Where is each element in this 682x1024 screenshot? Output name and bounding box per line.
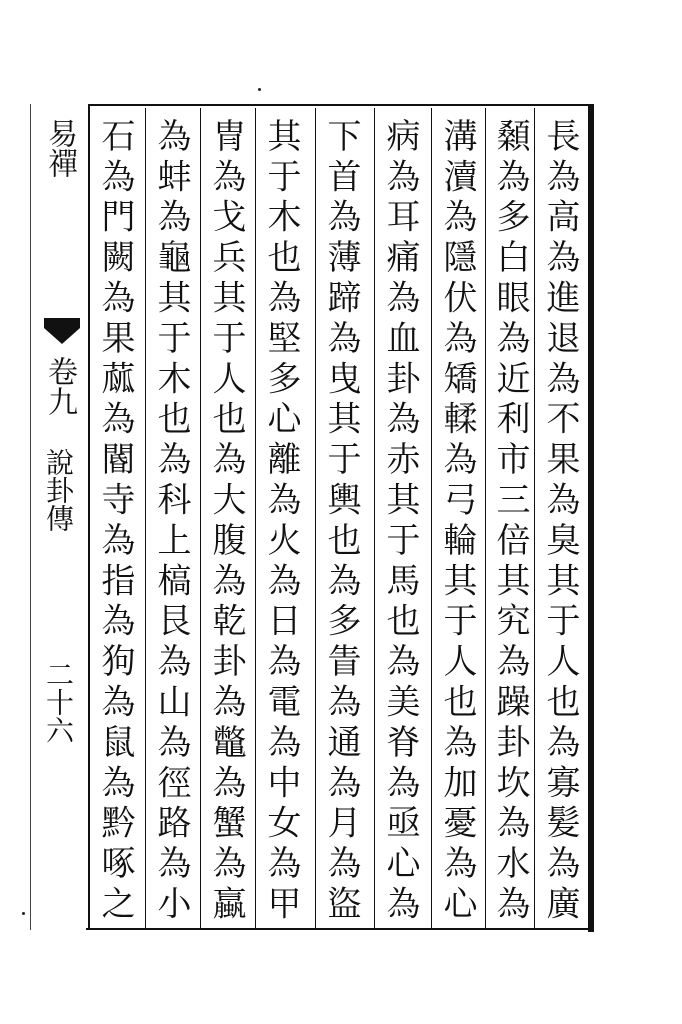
column-divider [485, 108, 486, 928]
text-column-1: 長為高為進退為不果為臭其于人也為寡髪為廣 [540, 118, 580, 926]
right-border [588, 104, 594, 932]
text-column-8: 為蚌為龜其于木也為科上槁艮為山為徑路為小 [151, 118, 191, 926]
inner-left-border [88, 104, 90, 930]
ink-speck [258, 88, 261, 91]
column-divider [200, 108, 201, 928]
margin-border [30, 104, 31, 930]
text-column-2: 顙為多白眼為近利市三倍其究為躁卦坎為水為 [490, 118, 530, 926]
fishtail-mark [44, 318, 80, 346]
text-column-5: 下首為薄蹄為曳其于輿也為多眚為通為月為盜 [321, 118, 361, 926]
chapter-label: 說卦傳 [42, 448, 75, 532]
book-title: 易禪 [42, 118, 77, 178]
volume-label: 卷九 [42, 356, 77, 416]
column-divider [431, 108, 432, 928]
text-column-7: 冑為戈兵其于人也為大腹為乾卦為鼈為蟹為蠃 [206, 118, 246, 926]
column-divider [374, 108, 375, 928]
column-divider [534, 108, 535, 928]
text-column-6: 其于木也為堅多心離為火為日為電為中女為甲 [261, 118, 301, 926]
column-divider [145, 108, 146, 928]
page-number: 二十六 [42, 660, 75, 744]
column-divider [315, 108, 316, 928]
column-divider [255, 108, 256, 928]
text-column-9: 石為門闕為果蓏為閽寺為指為狗為鼠為黔啄之 [95, 118, 135, 926]
ink-speck [22, 912, 25, 915]
bottom-border [86, 928, 594, 930]
top-border [88, 104, 592, 106]
text-column-3: 溝瀆為隱伏為矯輮為弓輪其于人也為加憂為心 [437, 118, 477, 926]
text-column-4: 病為耳痛為血卦為赤其于馬也為美脊為亟心為 [380, 118, 420, 926]
